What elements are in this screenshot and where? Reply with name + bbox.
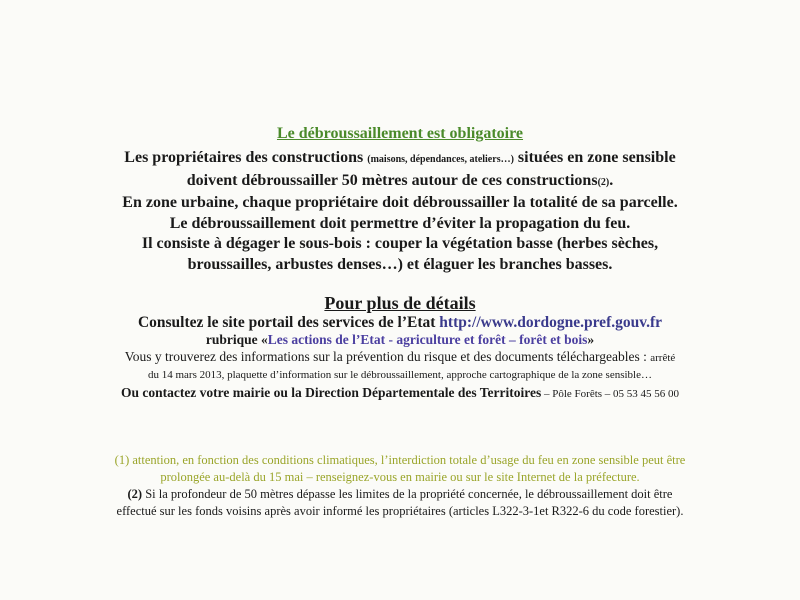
line-text: .	[609, 171, 614, 189]
line-text: Les propriétaires des constructions	[124, 149, 368, 166]
paragraph-line: Il consiste à dégager le sous-bois : couper la végétation basse (herbes sèches,	[141, 235, 659, 252]
contact-phone: – Pôle Forêts – 05 53 45 56 00	[541, 388, 680, 400]
obligation-section	[60, 148, 740, 275]
paragraph-line: Le débroussaillement doit permettre d’éviter la propagation du feu.	[169, 214, 631, 232]
paragraph-line	[60, 148, 740, 171]
line-text: Si la profondeur de 50 mètres dépasse les limites de la propriété concernée, le débroussaillement doit être	[142, 487, 673, 501]
footnotes	[60, 452, 740, 520]
line-text: rubrique «	[205, 332, 268, 347]
paragraph-line	[60, 384, 740, 403]
line-text: doivent débroussailler 50 mètres autour de ces constructions	[186, 171, 598, 189]
website-link[interactable]: http://www.dordogne.pref.gouv.fr	[439, 314, 663, 331]
paragraph-line: du 14 mars 2013, plaquette d’information sur le débroussaillement, approche cartographique de la zone sensible…	[147, 369, 652, 381]
line-text: Consultez le site portail des services de l’Etat	[137, 314, 440, 331]
rubrique-link[interactable]: Les actions de l’Etat - agriculture et forêt – forêt et bois	[267, 332, 588, 347]
footnote-ref: (2)	[597, 176, 610, 188]
line-note: (maisons, dépendances, ateliers…)	[367, 154, 514, 165]
details-section	[60, 314, 740, 403]
line-text: situées en zone sensible	[513, 149, 676, 166]
line-text: arrêté	[650, 352, 676, 364]
paragraph-line	[60, 331, 740, 348]
line-text: »	[587, 332, 595, 347]
details-title: Pour plus de détails	[324, 293, 476, 313]
paragraph-line	[60, 171, 740, 194]
paragraph-line	[60, 348, 740, 367]
footnote-2-line	[60, 486, 740, 503]
paragraph-line: broussailles, arbustes denses…) et élaguer les branches basses.	[187, 255, 613, 273]
main-title: Le débroussaillement est obligatoire	[276, 125, 524, 142]
footnote-2-line: effectué sur les fonds voisins après avoir informé les propriétaires (articles L322-3-1et R322-6 du code forestier).	[116, 504, 684, 518]
footnote-1-line: (1) attention, en fonction des conditions climatiques, l’interdiction totale d’usage du feu en zone sensible peut être	[114, 453, 686, 467]
paragraph-line: En zone urbaine, chaque propriétaire doit débroussailler la totalité de sa parcelle.	[122, 194, 678, 211]
footnote-ref: (2)	[127, 487, 143, 501]
paragraph-line	[60, 314, 740, 331]
line-text: Vous y trouverez des informations sur la prévention du risque et des documents téléchargeables :	[124, 349, 651, 364]
line-text: Ou contactez votre mairie ou la Direction Départementale des Territoires	[120, 385, 542, 400]
footnote-1-line: prolongée au-delà du 15 mai – renseignez-vous en mairie ou sur le site Internet de la préfecture.	[160, 470, 640, 484]
